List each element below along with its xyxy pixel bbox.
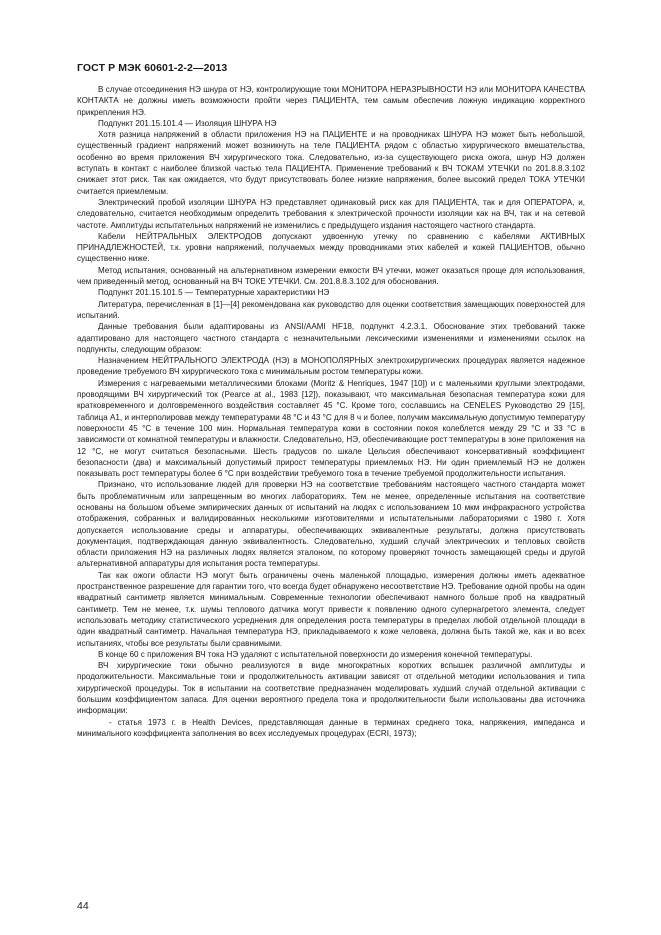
subclause-heading: Подпункт 201.15.101.4 — Изоляция ШНУРА НЭ [98, 118, 277, 128]
document-body [77, 84, 585, 739]
subclause-heading: Подпункт 201.15.101.5 — Температурные характеристики НЭ [98, 288, 330, 298]
paragraph: В случае отсоединения НЭ шнура от НЭ, контролирующие токи МОНИТОРА НЕРАЗРЫВНОСТИ НЭ или МОНИТОРА КАЧЕСТВА КОНТАКТА не должны иметь возможности пройти через ПАЦИЕНТА, тем самым обеспечив ложную индикацию корректного прикрепления НЭ. [77, 85, 585, 117]
paragraph: Литература, перечисленная в [1]—[4] рекомендована как руководство для оценки соответствия замещающих поверхностей для испытаний. [77, 299, 585, 320]
paragraph: Хотя разница напряжений в области приложения НЭ на ПАЦИЕНТЕ и на проводниках ШНУРА НЭ может быть небольшой, существенный градиент напряжений может возникнуть на теле ПАЦИЕНТА рядом с областью хирургического вмешательства, особенно во время приложения ВЧ хирургического тока. Следовательно, из-за существующего риска ожога, шнур НЭ должен вступать в контакт с наиболее близкой частью тела ПАЦИЕНТА. Применение требований к ВЧ ТОКАМ УТЕЧКИ по 201.8.8.3.102 снижает этот риск. Так как ожидается, что будут присутствовать более низкие напряжения, более высокий предел ТОКА УТЕЧКИ считается приемлемым. [77, 130, 585, 196]
paragraph: Кабели НЕЙТРАЛЬНЫХ ЭЛЕКТРОДОВ допускают удвоенную утечку по сравнению с кабелями АКТИВНЫХ ПРИНАДЛЕЖНОСТЕЙ, т.к. уровни напряжений, получаемых между проводниками этих кабелей и кожей ПАЦИЕНТОВ, обычно существенно ниже. [77, 231, 585, 264]
document-header: ГОСТ Р МЭК 60601-2-2—2013 [77, 62, 228, 74]
paragraph: Электрический пробой изоляции ШНУРА НЭ представляет одинаковый риск как для ПАЦИЕНТА, так и для ОПЕРАТОРА, и, следовательно, считается необходимым определить требования к электрической прочности изоляции как на ВЧ, так и на сетевой частоте. Амплитуды испытательных напряжений не изменились с предыдущего издания настоящего частного стандарта. [77, 197, 585, 230]
paragraph: Измерения с нагреваемыми металлическими блоками (Moritz & Henriques, 1947 [10]) и с маленькими круглыми электродами, проводящими ВЧ хирургический ток (Pearce at al., 1983 [12]), показывают, что максимальная безопасная температура кожи для кратковременного и долговременного воздействия составляет 45 °C. Кроме того, сославшись на CENELES Руководство 29 [15], таблица A1, и интерполировав между температурами 48 °C и 43 °C для 8 ч и более, получим максимальную допустимую температуру поверхности 45 °C в течение 100 мин. Нормальная температура кожи в состоянии покоя колеблется между 29 °C и 33 °C в зависимости от комнатной температуры и влажности. Следовательно, НЭ, обеспечивающие рост температуры в зоне приложения на 12 °C, не могут считаться безопасными. Шесть градусов по шкале Цельсия обеспечивают консервативный коэффициент безопасности (два) и максимальный допустимый прирост температуры приемлемых НЭ. Ни один приемлемый НЭ не должен показывать рост температуры более 6 °C при воздействии требуемого тока в течение требуемой продолжительности испытания. [77, 378, 585, 479]
paragraph: В конце 60 с приложения ВЧ тока НЭ удаляют с испытательной поверхности до измерения конечной температуры. [98, 649, 533, 659]
paragraph: Метод испытания, основанный на альтернативном измерении емкости ВЧ утечки, может оказаться проще для использования, чем приведенный метод, основанный на ВЧ ТОКЕ УТЕЧКИ. См. 201.8.8.3.102 для обоснования. [77, 265, 585, 287]
paragraph: ВЧ хирургические токи обычно реализуются в виде многократных коротких вспышек различной амплитуды и продолжительности. Максимальные токи и продолжительность активации зависят от отдельной методики использования и типа хирургической процедуры. Ток в испытании на соответствие предназначен моделировать худший случай отдельной активации с большим коэффициентом запаса. Для оценки вероятного предела тока и продолжительности были использованы два источника информации: [77, 661, 585, 716]
list-item: - статья 1973 г. в Health Devices, представляющая данные в терминах среднего тока, напряжения, импеданса и минимального коэффициента заполнения во всех исследуемых процедурах (ECRI, 1973); [77, 717, 585, 738]
paragraph: Признано, что использование людей для проверки НЭ на соответствие требованиям настоящего частного стандарта может быть проблематичным или запрещенным во многих лабораториях. Тем не менее, определенные испытания на соответствие основаны на большом объеме эмпирических данных от испытаний на людях с использованием 10 мкм инфракрасного устройства отображения, собранных и валидированных несколькими изготовителями и испытательными лабораториями с 1980 г. Хотя допускается использование среды и аппаратуры, обеспечивающих эквивалентные результаты, должна присутствовать документация, подтверждающая данную эквивалентность. Следовательно, худший случай электрических и тепловых свойств области приложения НЭ на различных людях является эталоном, по которому проверяют точность замещающей среды и другой альтернативной аппаратуры для испытания роста температуры. [77, 480, 585, 569]
paragraph: Так как ожоги области НЭ могут быть ограничены очень маленькой площадью, измерения должны иметь адекватное пространственное разрешение для гарантии того, что всегда будет обнаружено несоответствие НЭ. Требование одной пробы на один квадратный сантиметр является минимальным. Современные технологии обеспечивают намного больше проб на квадратный сантиметр. Тем не менее, т.к. шумы теплового датчика могут привести к появлению одного супернагретого элемента, следует использовать методику статистического усреднения для определения роста температуры в пределах любой отдельной площади в один квадратный сантиметр. Начальная температура НЭ, прикладываемого к коже человека, должна быть такой же, как и во всех испытаниях, чтобы все результаты были сравнимыми. [77, 570, 585, 648]
page-number: 44 [77, 900, 89, 912]
paragraph: Данные требования были адаптированы из ANSI/AAMI HF18, подпункт 4.2.3.1. Обоснование этих требований также адаптировано для настоящего частного стандарта с незначительными лексическими изменениями и изменениями ссылок на подпункты, следующим образом: [77, 322, 585, 354]
paragraph: Назначением НЕЙТРАЛЬНОГО ЭЛЕКТРОДА (НЭ) в МОНОПОЛЯРНЫХ электрохирургических процедурах является надежное проведение требуемого ВЧ хирургического тока с минимальным ростом температуры кожи. [77, 356, 585, 377]
